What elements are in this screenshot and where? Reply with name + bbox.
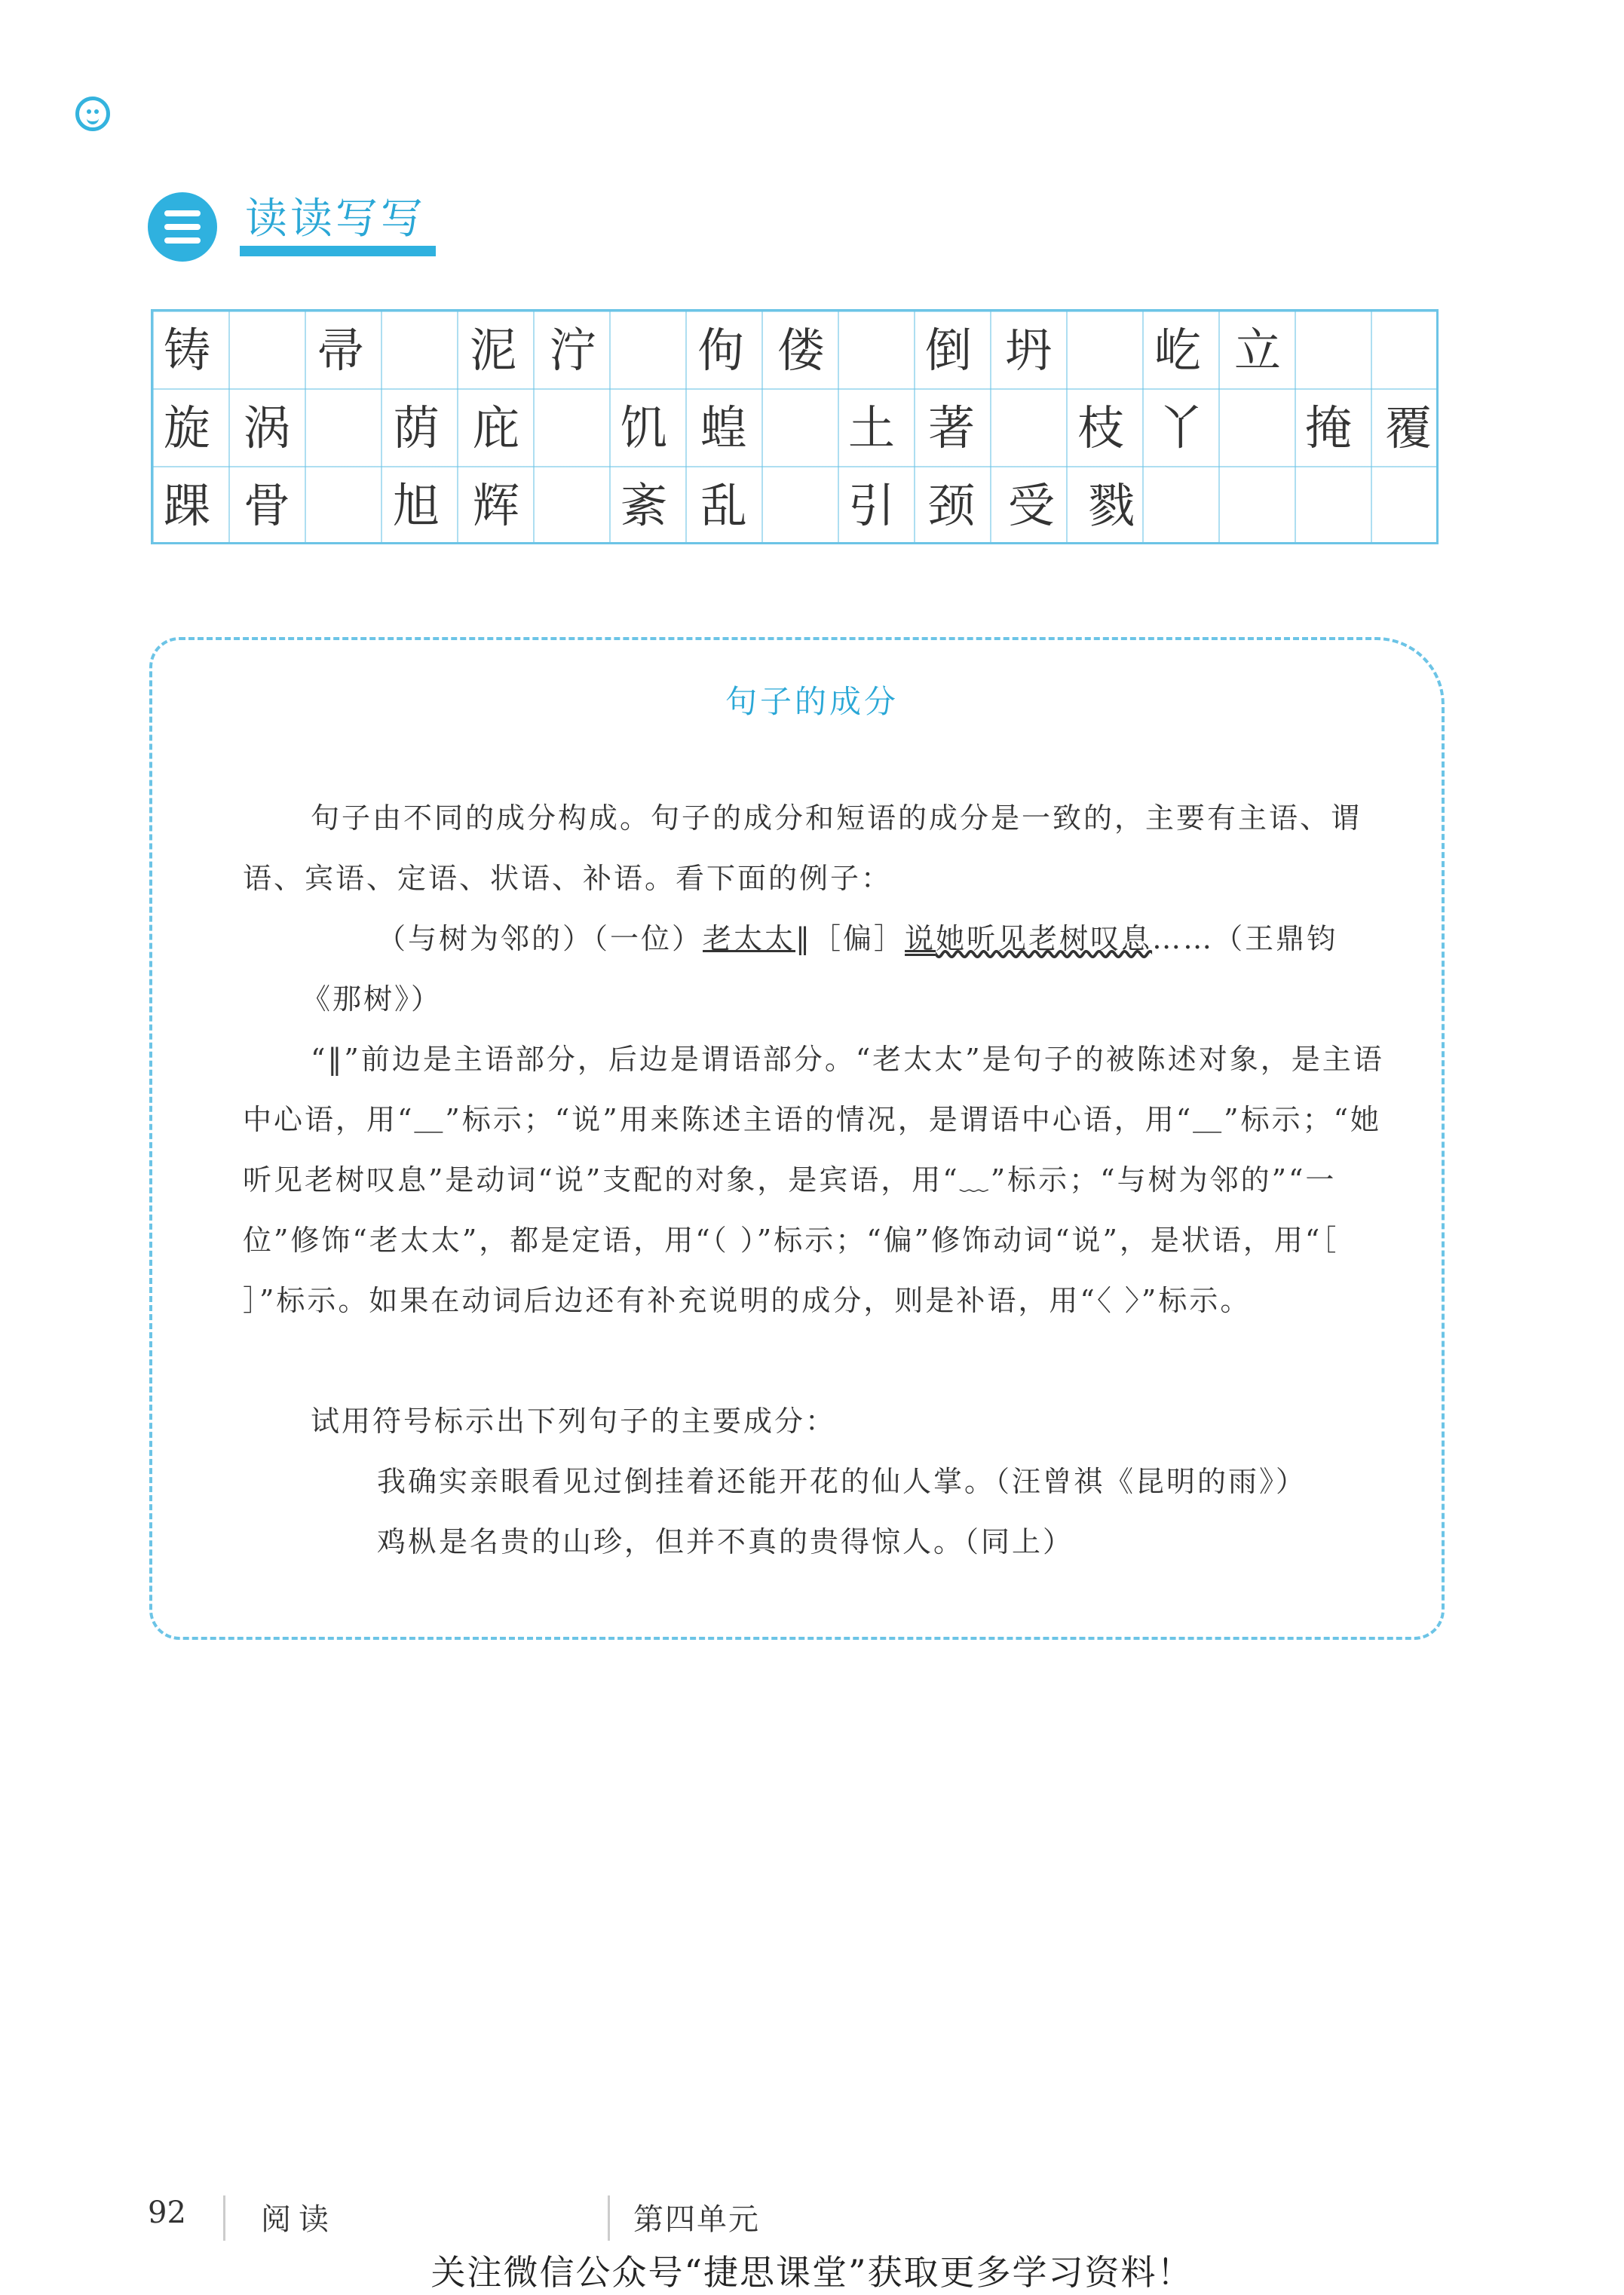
example-subject: 老太太 <box>703 922 796 955</box>
grid-word: 枝丫 <box>1077 400 1238 455</box>
watermark-text: 关注微信公众号“捷思课堂”获取更多学习资料！ <box>431 2252 1193 2293</box>
example-sentence <box>377 909 1410 969</box>
example-attribute: （一位） <box>593 922 703 955</box>
footer-section-label: 阅读 <box>261 2202 336 2237</box>
grid-word: 佝偻 <box>697 323 858 378</box>
exercise-prompt: 试用符号标示出下列句子的主要成分： <box>311 1405 837 1438</box>
grid-word: 掩覆 <box>1305 400 1466 455</box>
word-grid <box>151 309 1466 544</box>
grid-word: 饥蝗 <box>620 400 781 455</box>
word-grid-row <box>153 311 1436 389</box>
grid-word: 屹立 <box>1154 323 1315 378</box>
example-predicate: 说 <box>905 922 936 955</box>
smiley-icon <box>75 97 110 131</box>
grid-word: 泥泞 <box>470 323 630 378</box>
section-title-underline <box>240 246 436 256</box>
grid-word: 帚 <box>317 323 398 378</box>
example-object: 她听见老树叹息 <box>936 922 1153 955</box>
example-attribute: （与树为邻的） <box>377 922 594 955</box>
example-divider: ‖ <box>795 922 813 955</box>
grid-word: 引颈受戮 <box>848 478 1169 533</box>
intro-paragraph: 句子由不同的成分构成。句子的成分和短语的成分是一致的，主要有主语、谓语、宾语、定语、状语、补语。看下面的例子： <box>243 801 1362 895</box>
grid-word: 踝骨 <box>164 478 324 533</box>
word-grid-row <box>153 467 1436 544</box>
section-title: 读读写写 <box>245 195 426 244</box>
page-number: 92 <box>148 2195 186 2230</box>
grid-word: 倒坍 <box>925 323 1086 378</box>
grid-word: 土著 <box>848 400 1009 455</box>
word-grid-row <box>153 389 1466 467</box>
grid-word: 铸 <box>164 323 244 378</box>
footer-divider <box>223 2195 225 2241</box>
example-source-title: 《那树》） <box>302 982 443 1016</box>
grid-word: 紊乱 <box>620 478 781 533</box>
exercise-item: 鸡枞是名贵的山珍，但并不真的贵得惊人。（同上） <box>377 1525 1074 1558</box>
footer-unit-label: 第四单元 <box>633 2202 760 2237</box>
footer-divider <box>608 2195 610 2241</box>
knowledge-box-title: 句子的成分 <box>725 683 899 720</box>
explanation-paragraph: “‖”前边是主语部分，后边是谓语部分。“老太太”是句子的被陈述对象，是主语中心语，用“＿”标示；“说”用来陈述主语的情况，是谓语中心语，用“＿”标示；“她听见老树叹息”是动词“说”支配的对象，是宾语，用“﹏”标示；“与树为邻的”“一位”修饰“老太太”，都是定语，用“（ ）”标示；“偏”修饰动词“说”，是状语，用“［ ］”标示。如果在动词后边还有补充说明的成分，则是补语，用“〈 〉”标示。 <box>243 1043 1384 1317</box>
example-source-author: ……（王鼎钧 <box>1152 922 1338 955</box>
exercise-item: 我确实亲眼看见过倒挂着还能开花的仙人掌。（汪曾祺《昆明的雨》） <box>377 1465 1307 1498</box>
grid-word: 荫庇 <box>393 400 553 455</box>
grid-word: 旋涡 <box>164 400 324 455</box>
section-number-icon <box>148 192 217 262</box>
grid-word: 旭辉 <box>393 478 553 533</box>
example-adverbial: ［偏］ <box>812 922 905 955</box>
